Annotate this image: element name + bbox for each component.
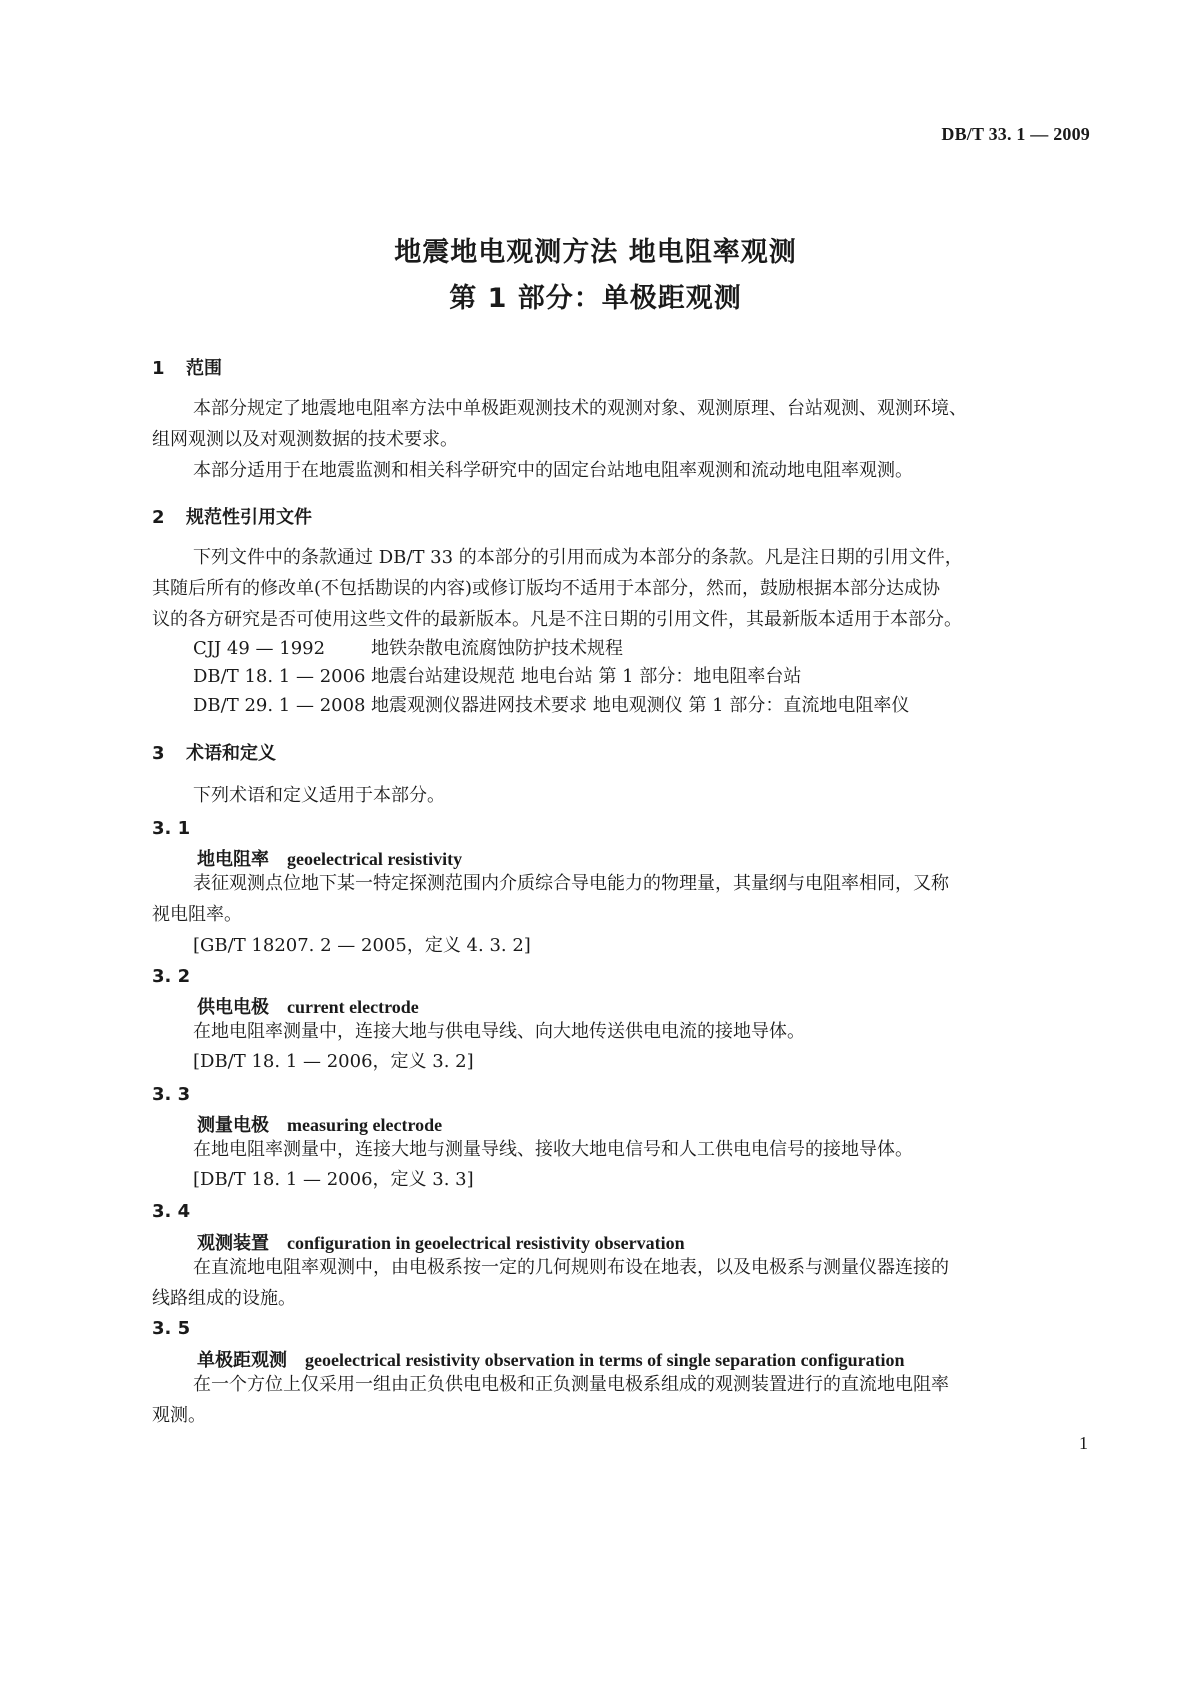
reference-title: 地震观测仪器进网技术要求 地电观测仪 第 1 部分：直流地电阻率仪 — [371, 695, 910, 716]
term-source: [DB/T 18. 1 — 2006，定义 3. 3] — [193, 1169, 474, 1190]
definition-line: 在直流地电阻率观测中，由电极系按一定的几何规则布设在地表，以及电极系与测量仪器连接的 — [193, 1257, 949, 1278]
document-title-line-1: 地震地电观测方法 地电阻率观测 — [394, 237, 797, 268]
section-number: 2 — [152, 507, 165, 528]
section-title: 术语和定义 — [186, 743, 276, 764]
section-3-heading — [152, 739, 276, 765]
term-source: [DB/T 18. 1 — 2006，定义 3. 2] — [193, 1051, 474, 1072]
section-2-heading — [152, 503, 312, 529]
term-zh: 观测装置 — [197, 1233, 269, 1254]
definition-line: 视电阻率。 — [152, 904, 242, 925]
paragraph-line: 其随后所有的修改单(不包括勘误的内容)或修订版均不适用于本部分，然而，鼓励根据本部分达成协 — [152, 578, 941, 599]
reference-code: DB/T 29. 1 — 2008 — [193, 695, 366, 716]
paragraph-line: 下列文件中的条款通过 DB/T 33 的本部分的引用而成为本部分的条款。凡是注日期的引用文件， — [193, 547, 963, 568]
term-zh: 地电阻率 — [197, 849, 269, 870]
section-number: 1 — [152, 358, 165, 379]
reference-title: 地铁杂散电流腐蚀防护技术规程 — [371, 638, 623, 659]
paragraph-line: 本部分适用于在地震监测和相关科学研究中的固定台站地电阻率观测和流动地电阻率观测。 — [193, 460, 913, 481]
reference-code: DB/T 18. 1 — 2006 — [193, 666, 366, 687]
page-number: 1 — [1079, 1433, 1088, 1453]
clause-number: 3. 3 — [152, 1084, 191, 1105]
definition-line: 在地电阻率测量中，连接大地与供电导线、向大地传送供电电流的接地导体。 — [193, 1021, 805, 1042]
clause-number: 3. 4 — [152, 1201, 191, 1222]
reference-item — [193, 661, 801, 692]
standard-code: DB/T 33. 1 — 2009 — [941, 124, 1090, 144]
clause-number: 3. 2 — [152, 966, 191, 987]
definition-line: 在地电阻率测量中，连接大地与测量导线、接收大地电信号和人工供电电信号的接地导体。 — [193, 1139, 913, 1160]
term-zh: 测量电极 — [197, 1115, 269, 1136]
term-en: geoelectrical resistivity — [287, 849, 463, 869]
section-number: 3 — [152, 743, 165, 764]
paragraph-line: 下列术语和定义适用于本部分。 — [193, 785, 445, 806]
term-zh: 供电电极 — [197, 997, 269, 1018]
definition-line: 表征观测点位地下某一特定探测范围内介质综合导电能力的物理量，其量纲与电阻率相同，又称 — [193, 873, 949, 894]
definition-line: 线路组成的设施。 — [152, 1288, 296, 1309]
reference-item — [193, 690, 909, 721]
paragraph-line: 组网观测以及对观测数据的技术要求。 — [152, 429, 458, 450]
term-en: geoelectrical resistivity observation in terms of single separation configuration — [305, 1350, 905, 1370]
reference-item — [193, 633, 623, 664]
paragraph-line: 本部分规定了地震地电阻率方法中单极距观测技术的观测对象、观测原理、台站观测、观测环境、 — [193, 398, 967, 419]
paragraph-line: 议的各方研究是否可使用这些文件的最新版本。凡是不注日期的引用文件，其最新版本适用于本部分。 — [152, 609, 962, 630]
section-1-heading — [152, 354, 222, 380]
reference-title: 地震台站建设规范 地电台站 第 1 部分：地电阻率台站 — [371, 666, 802, 687]
term-en: configuration in geoelectrical resistivity observation — [287, 1233, 685, 1253]
section-title: 规范性引用文件 — [186, 507, 312, 528]
definition-line: 观测。 — [152, 1405, 206, 1426]
reference-code: CJJ 49 — 1992 — [193, 638, 326, 659]
term-zh: 单极距观测 — [197, 1350, 287, 1371]
definition-line: 在一个方位上仅采用一组由正负供电电极和正负测量电极系组成的观测装置进行的直流地电阻率 — [193, 1374, 949, 1395]
clause-number: 3. 5 — [152, 1318, 191, 1339]
section-title: 范围 — [186, 358, 222, 379]
term-en: current electrode — [287, 997, 419, 1017]
document-title-line-2: 第 1 部分：单极距观测 — [449, 283, 742, 314]
clause-number: 3. 1 — [152, 818, 191, 839]
term-en: measuring electrode — [287, 1115, 443, 1135]
term-source: [GB/T 18207. 2 — 2005，定义 4. 3. 2] — [193, 935, 531, 956]
